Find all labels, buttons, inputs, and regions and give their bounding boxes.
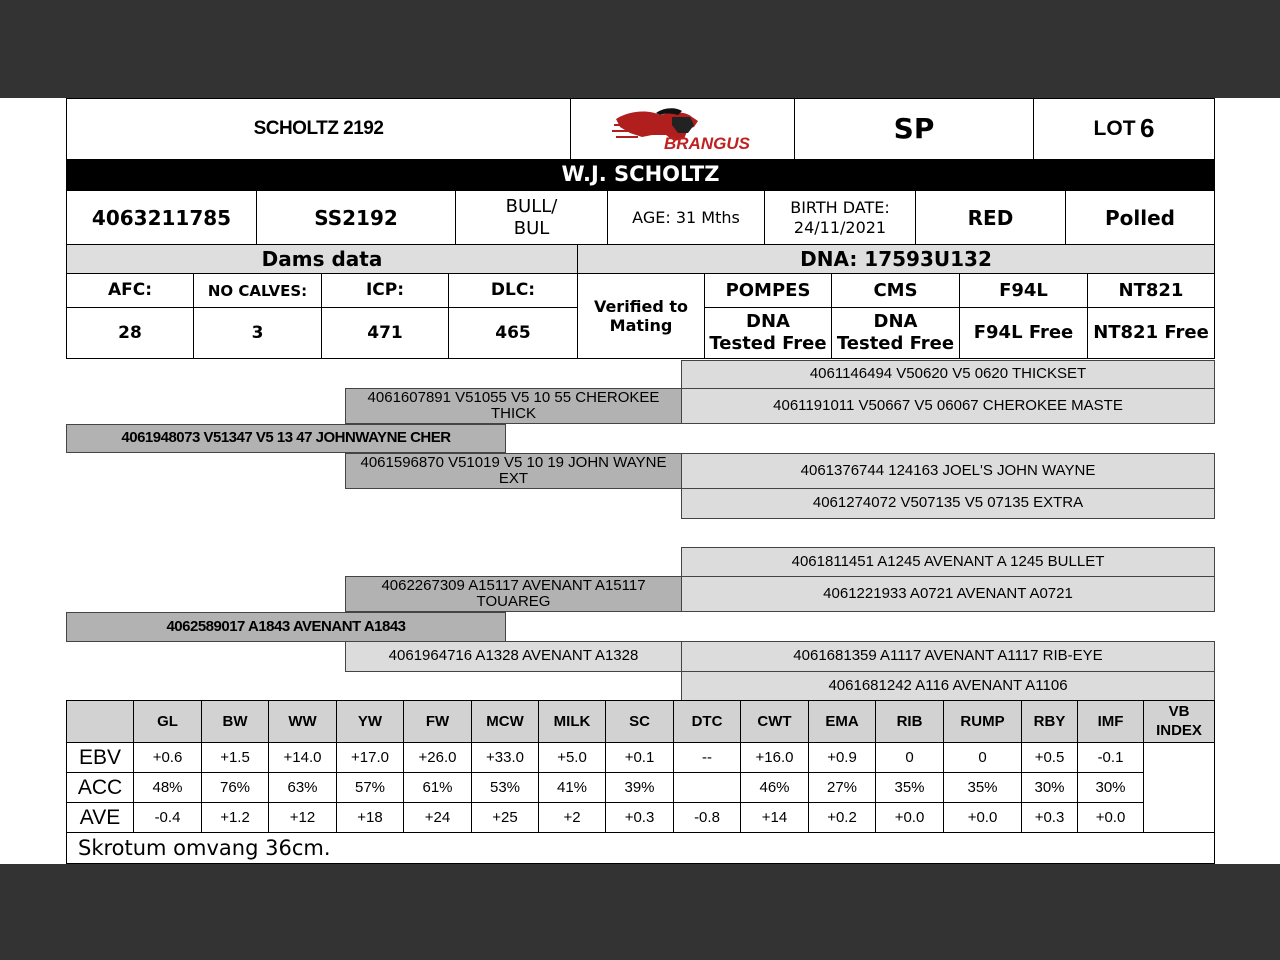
dna-test-nt821: NT821 — [1087, 273, 1215, 308]
ebv-table — [66, 700, 1215, 833]
pedigree-dsd: 4061221933 A0721 AVENANT A0721 — [681, 576, 1215, 612]
ebv-cell: +0.6 — [134, 743, 202, 773]
dna-result-pompes: DNA Tested Free — [704, 307, 832, 359]
ebv-cell: -0.1 — [1078, 743, 1144, 773]
ave-cell: +0.0 — [1078, 803, 1144, 833]
dams-data-title: Dams data — [66, 244, 578, 274]
birth-date-value: 24/11/2021 — [793, 217, 887, 237]
ebv-col-header: WW — [269, 701, 337, 743]
herd-code: SS2192 — [256, 190, 456, 245]
ave-cell: +24 — [404, 803, 472, 833]
ave-row-label: AVE — [67, 803, 134, 833]
lot-label — [1033, 98, 1215, 160]
ebv-cell: +14.0 — [269, 743, 337, 773]
ebv-col-header: IMF — [1078, 701, 1144, 743]
verified-mating: Verified to Mating — [577, 273, 705, 359]
lot-number: 6 — [1139, 113, 1155, 144]
ebv-row-label: EBV — [67, 743, 134, 773]
animal-name: SCHOLTZ 2192 — [66, 98, 571, 160]
ebv-cell: +16.0 — [741, 743, 809, 773]
pedigree-sss: 4061146494 V50620 V5 0620 THICKSET — [681, 360, 1215, 389]
pedigree-dds: 4061681359 A1117 AVENANT A1117 RIB-EYE — [681, 641, 1215, 672]
ebv-header-row — [67, 701, 1215, 743]
dna-result-nt821: NT821 Free — [1087, 307, 1215, 359]
ebv-cell: -- — [674, 743, 741, 773]
pedigree-sdd: 4061274072 V507135 V5 07135 EXTRA — [681, 488, 1215, 519]
sex-label: BULL/ BUL — [455, 190, 608, 245]
ebv-col-header: GL — [134, 701, 202, 743]
birth-date-label: BIRTH DATE: — [790, 198, 890, 218]
ebv-col-header: RUMP — [944, 701, 1022, 743]
ebv-cell: +17.0 — [337, 743, 404, 773]
dna-test-cms: CMS — [831, 273, 960, 308]
ebv-col-header: VB INDEX — [1144, 701, 1215, 743]
ave-cell: +0.3 — [606, 803, 674, 833]
brangus-logo — [570, 98, 795, 160]
logo-text: BRANGUS — [663, 134, 750, 153]
afc-label: AFC: — [66, 273, 194, 308]
ave-cell: +1.2 — [202, 803, 269, 833]
acc-cell: 76% — [202, 773, 269, 803]
birth-date-block — [764, 190, 916, 245]
pedigree-ddd: 4061681242 A116 AVENANT A1106 — [681, 671, 1215, 701]
animal-id-number: 4063211785 — [66, 190, 257, 245]
ave-cell: +0.0 — [944, 803, 1022, 833]
acc-cell: 41% — [539, 773, 606, 803]
ave-cell: +25 — [472, 803, 539, 833]
ebv-col-header: YW — [337, 701, 404, 743]
ebv-cell: 0 — [876, 743, 944, 773]
pedigree-ssd: 4061191011 V50667 V5 06067 CHEROKEE MASTE — [681, 388, 1215, 424]
age-label: AGE: 31 Mths — [607, 190, 765, 245]
calves-value: 3 — [193, 307, 322, 359]
ebv-cell: +0.5 — [1022, 743, 1078, 773]
lot-prefix: LOT — [1093, 117, 1136, 141]
bull-head-icon — [608, 105, 758, 153]
acc-row — [67, 773, 1215, 803]
icp-value: 471 — [321, 307, 449, 359]
ave-cell: +2 — [539, 803, 606, 833]
pedigree-sire-dam: 4061596870 V51019 V5 10 19 JOHN WAYNE EXT — [345, 453, 682, 489]
ebv-cell: +1.5 — [202, 743, 269, 773]
acc-cell: 63% — [269, 773, 337, 803]
acc-cell: 35% — [876, 773, 944, 803]
ave-cell: -0.8 — [674, 803, 741, 833]
dlc-value: 465 — [448, 307, 578, 359]
acc-cell: 30% — [1078, 773, 1144, 803]
pedigree-dam: 4062589017 A1843 AVENANT A1843 — [66, 612, 506, 642]
vb-index-cell — [1144, 743, 1215, 833]
dna-result-cms: DNA Tested Free — [831, 307, 960, 359]
acc-cell: 30% — [1022, 773, 1078, 803]
ebv-cell: +33.0 — [472, 743, 539, 773]
horn-status: Polled — [1065, 190, 1215, 245]
calves-label: NO CALVES: — [193, 273, 322, 308]
ave-cell: +0.2 — [809, 803, 876, 833]
colour-label: RED — [915, 190, 1066, 245]
ebv-cell: +5.0 — [539, 743, 606, 773]
dna-title: DNA: 17593U132 — [577, 244, 1215, 274]
pedigree-dam-sire: 4062267309 A15117 AVENANT A15117 TOUAREG — [345, 576, 682, 612]
dna-result-f94l: F94L Free — [959, 307, 1088, 359]
ebv-col-header: CWT — [741, 701, 809, 743]
ebv-cell: 0 — [944, 743, 1022, 773]
grade-label: SP — [794, 98, 1034, 160]
ave-row — [67, 803, 1215, 833]
catalogue-sheet — [0, 98, 1280, 864]
pedigree-sds: 4061376744 124163 JOEL'S JOHN WAYNE — [681, 453, 1215, 489]
ebv-col-header: SC — [606, 701, 674, 743]
footer-note: Skrotum omvang 36cm. — [66, 832, 1215, 864]
acc-cell: 61% — [404, 773, 472, 803]
acc-cell: 57% — [337, 773, 404, 803]
ebv-col-header: MILK — [539, 701, 606, 743]
ave-cell: -0.4 — [134, 803, 202, 833]
ebv-row — [67, 743, 1215, 773]
acc-cell — [674, 773, 741, 803]
ebv-col-header: RBY — [1022, 701, 1078, 743]
pedigree-sire-sire: 4061607891 V51055 V5 10 55 CHEROKEE THICK — [345, 388, 682, 424]
ebv-cell: +26.0 — [404, 743, 472, 773]
acc-cell: 53% — [472, 773, 539, 803]
ave-cell: +12 — [269, 803, 337, 833]
ebv-col-header: MCW — [472, 701, 539, 743]
ebv-col-header: EMA — [809, 701, 876, 743]
ave-cell: +0.3 — [1022, 803, 1078, 833]
acc-cell: 35% — [944, 773, 1022, 803]
acc-cell: 39% — [606, 773, 674, 803]
ave-cell: +18 — [337, 803, 404, 833]
acc-row-label: ACC — [67, 773, 134, 803]
dna-test-pompes: POMPES — [704, 273, 832, 308]
dna-test-f94l: F94L — [959, 273, 1088, 308]
breeder-name: W.J. SCHOLTZ — [66, 159, 1215, 191]
ave-cell: +14 — [741, 803, 809, 833]
acc-cell: 27% — [809, 773, 876, 803]
afc-value: 28 — [66, 307, 194, 359]
ebv-col-header: FW — [404, 701, 472, 743]
pedigree-sire: 4061948073 V51347 V5 13 47 JOHNWAYNE CHER — [66, 424, 506, 453]
ebv-col-header: RIB — [876, 701, 944, 743]
pedigree-dss: 4061811451 A1245 AVENANT A 1245 BULLET — [681, 547, 1215, 577]
acc-cell: 46% — [741, 773, 809, 803]
ebv-col-header: DTC — [674, 701, 741, 743]
icp-label: ICP: — [321, 273, 449, 308]
acc-cell: 48% — [134, 773, 202, 803]
ebv-cell: +0.9 — [809, 743, 876, 773]
dlc-label: DLC: — [448, 273, 578, 308]
pedigree-dam-dam: 4061964716 A1328 AVENANT A1328 — [345, 641, 682, 672]
ebv-col-header: BW — [202, 701, 269, 743]
ebv-corner — [67, 701, 134, 743]
ebv-cell: +0.1 — [606, 743, 674, 773]
ave-cell: +0.0 — [876, 803, 944, 833]
